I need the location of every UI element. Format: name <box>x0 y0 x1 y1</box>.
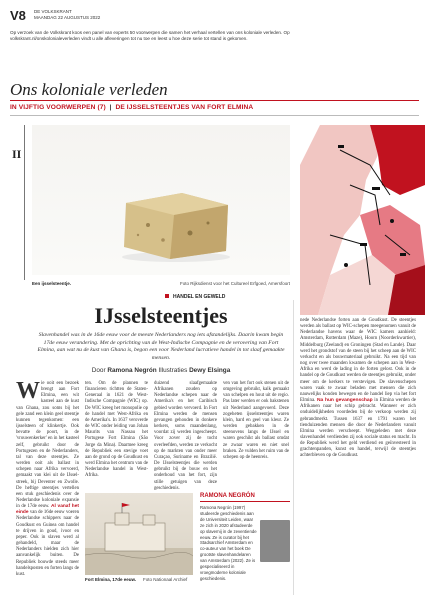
series-intro: Op verzoek van de Volkskrant koos een panel van experts 50 voorwerpen die samen het verhaal vertellen van ons koloniale verleden. Op volkskrant.nl/onskolonialeverleden vindt u alle afleveringen tot nu toe en leest u hoe deze serie tot stand is gekomen. <box>10 30 290 41</box>
article-column-3: duizend slaafgemaakte Afrikanen zouden op Nederlandse schepen naar de Amerika's en het Caribisch gebied worden vervoerd. In Fort Elmina werden de mensen gevangen gehouden in donkere kerkers, soms maandenlang, voordat zij werden ingescheept. Voor zover zij de tocht overleefden, werden ze verkocht op de markten van onder meer Curaçao, Suriname en Brazilië. De IJsselsteentjes die werden gebruikt bij de bouw en het onderhoud van het fort, zijn stille getuigen van deze geschiedenis. <box>154 381 217 491</box>
article-byline: Door Ramona Negrón Illustraties Dewy Elsinga <box>91 367 231 374</box>
brick-photo <box>32 125 290 275</box>
sidebar-subhead: Na hun gevangenschap <box>316 398 373 404</box>
roman-numeral: II <box>12 147 22 161</box>
kicker-topic: DE IJSSELSTEENTJES VAN FORT ELMINA <box>115 104 254 111</box>
illustration-hands <box>300 125 425 315</box>
article-column-4: ven van het fort ook stenen uit de omgeving gebruikt, kalk gemaakt van schelpen en hout uit de regio. Pas later werden er ook bakstenen uit Nederland aangevoerd. Deze zogeheten ijsselsteentjes waren klein, hard en geel van kleur. Ze werden gebakken in de steenovens langs de IJssel en waren geschikt als ballast omdat ze zwaar waren en niet snel braken. Ze vulden het ruim van de schepen op de heenreis. <box>223 381 289 460</box>
bio-name: RAMONA NEGRÓN <box>200 493 255 499</box>
bio-text: Ramona Negrón (1997) studeerde geschiedenis aan de Universiteit Leiden, waar ze zich in 2020 afstudeerde op slavernij in de zeventiende eeuw. Ze is curator bij het Stadsarchief Amsterdam en co-auteur van het boek De grootste slavenhandelaren van Amsterdam (2022). Ze is gespecialiseerd in vroegmoderne koloniale geschiedenis. <box>200 505 257 581</box>
publication-name: DE VOLKSKRANT <box>34 9 72 14</box>
publication-info <box>34 9 100 21</box>
page-header <box>10 8 420 30</box>
article-headline: IJsselsteentjes <box>94 303 228 328</box>
kicker-series: IN VIJFTIG VOORWERPEN (7) <box>10 104 106 111</box>
fort-credit: Foto Nationaal Archief <box>143 577 188 582</box>
column-divider <box>293 300 294 595</box>
hands-illustration-icon <box>300 125 425 315</box>
series-kicker: IN VIJFTIG VOORWERPEN (7) | DE IJSSELSTEENTJES VAN FORT ELMINA <box>10 104 254 111</box>
article-tag: HANDEL EN GEWELD <box>165 294 225 300</box>
kicker-divider <box>10 115 419 116</box>
photo-caption: Een ijsselsteentje. <box>32 281 72 286</box>
photo-credit: Foto Rijksdienst voor het Cultureel Erfgoed, Amersfoort <box>180 281 291 286</box>
yellow-brick-image <box>118 185 233 263</box>
article-column-1: Wie ooit een bezoek brengt aan Fort Elmina, een wit kasteel aan de kust van Ghana, zou soms bij het gele zand een klein geel steentje kunnen tegenkomen: een ijsselsteen of klinkertje. Ook bevatte de poort, in de 'vrouwenkerker' en in het kasteel zelf, gebruikt door de Portugezen en de Nederlanders, tal van deze steentjes. Ze werden ooit als ballast in schepen naar Afrika vervoerd, gemaakt van klei uit de IJssel-streek, bij Deventer en Zwolle. De heftige steentjes vertellen een stuk geschiedenis over de Nederlandse koloniale expansie in de 17de eeuw. Al vanaf het einde van de 16de eeuw voeren Nederlandse schippers naar de Goudkust en Guinea om handel te drijven in goud, ivoor en peper. Ook in slaven werd al gehandeld, maar de Nederlanders hielden zich hier aanvankelijk buiten. De Republiek bouwde steeds meer handelsposten en forten langs de kust. <box>16 378 80 577</box>
author-bio <box>200 493 290 582</box>
fort-caption: Fort Elmina, 17de eeuw. <box>85 577 137 582</box>
section-divider <box>10 100 419 101</box>
drop-cap: W <box>16 378 40 404</box>
author-name: Ramona Negrón <box>107 367 157 374</box>
bio-divider <box>200 501 290 502</box>
sidebar-column <box>300 125 425 600</box>
author-portrait <box>260 520 290 562</box>
section-title: Ons koloniale verleden <box>10 80 168 99</box>
fort-elmina-image <box>85 493 193 575</box>
article-dek: Slavenhandel was in de 16de eeuw voor de meeste Nederlanders nog iets afstandelijks. Daarin kwam begin 17de eeuw verandering. Met de oprichting van de West-Indische Compagnie en de verovering van Fort Elmina, aan wat nu de kust van Ghana is, begon een voor Nederland lucratieve handel in tot slaaf gemaakte mensen. <box>37 332 285 361</box>
fort-illustration-icon <box>85 493 193 575</box>
section-marker <box>10 125 25 280</box>
publication-date: MAANDAG 22 AUGUSTUS 2022 <box>34 15 101 20</box>
article-column-2: ten. Om de plannen te financieren richtten de Staten-Generaal in 1621 de West-Indische Compagnie (WIC) op. De WIC kreeg het monopolie op de handel met West-Afrika en de Amerika's. In 1637 veroverde de WIC onder leiding van Johan Maurits van Nassau het Portugese Fort Elmina (São Jorge da Mina). Daarmee kreeg de Republiek een stevige voet aan de grond op de Goudkust en werd Elmina het centrum van de Nederlandse handel in West-Afrika. <box>85 381 148 479</box>
page-number: V8 <box>10 8 26 23</box>
illustrator-name: Dewy Elsinga <box>189 367 231 374</box>
sidebar-text: nede Nederlandse forten aan de Goudkust. De steentjes werden als ballast op WIC-schepen meegenomen vanuit de Nederlandse havens waar de WIC kamers aanhield: Amsterdam, Rotterdam (Maze), Hoorn (Noorderkwartier), Middelburg (Zeeland) en Groningen (Stad en Lande). Daar werd het grondstof van de steen bij het scheep aan de WIC verkocht en als bouwmateriaal gebruikt. Na een tijd van nog over twee maanden kwamen de schepen aan in West-Afrika en werd de lading in de forten gelost. Ook in de handel op de Goudkust werden de steentjes gebruikt, onder meer om de kerkers te verstevigen. De slavenschepen waren vaak te zwaar beladen met mensen die zich nauwelijks konden bewegen en de handel liep via het fort Elmina. Na hun gevangenschap in Elmina werden de Afrikanen naar het schip gebracht. Wanneer er zich onduidelijkheden voordeden bij de verkoop werden zij gebrandmerkt. Tussen 1637 en 1791 waren het tienduizenden mensen die door de Nederlanders vanuit Elmina werden verscheept. Weggeleden met deze slavenhandel verdienden zij ook sociale status en macht. In de Republiek werd het geld verdiend en geïnvesteerd in grachtenpanden, kunst en handel, terwijl de steentjes achterbleven op de Goudkust. <box>300 318 416 459</box>
